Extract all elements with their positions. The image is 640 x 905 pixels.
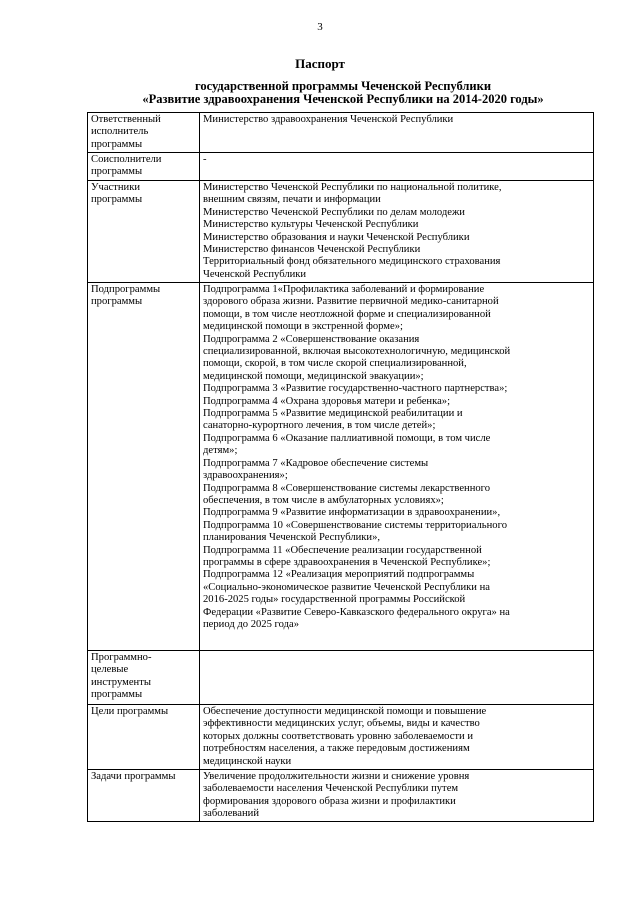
row-value-line: программы в сфере здравоохранения в Чеченской Республике»; <box>203 556 491 568</box>
row-label-line: целевые <box>91 664 129 676</box>
row-label-line: программы <box>91 194 143 206</box>
row-value-line: Подпрограмма 7 «Кадровое обеспечение системы <box>203 457 429 469</box>
row-label-line: Ответственный <box>91 114 161 125</box>
row-value-line: Подпрограмма 3 «Развитие государственно-частного партнерства»; <box>203 383 508 395</box>
row-value-cell <box>200 153 594 181</box>
passport-table-body <box>88 113 594 822</box>
row-value-line: Подпрограмма 4 «Охрана здоровья матери и ребенка»; <box>203 395 451 407</box>
row-value-line: Министерство образования и науки Чеченской Республики <box>203 231 470 243</box>
row-value-cell <box>200 181 594 283</box>
row-label-cell <box>88 705 200 770</box>
row-value-line: Обеспечение доступности медицинской помощи и повышение <box>203 706 487 717</box>
row-label-line: программы <box>91 689 143 701</box>
row-value-line: Подпрограмма 9 «Развитие информатизации в здравоохранении», <box>203 507 501 519</box>
table-row <box>88 181 594 283</box>
row-value-line: Подпрограмма 2 «Совершенствование оказания <box>203 333 420 345</box>
row-label-line: Участники <box>91 182 141 193</box>
row-value-line: 2016-2025 годы» государственной программы Российской <box>203 594 466 606</box>
row-value-line: обеспечения, в том числе в амбулаторных условиях»; <box>203 494 444 506</box>
row-value-line: медицинской помощи, медицинской эвакуации»; <box>203 370 424 382</box>
row-value-line: Чеченской Республики <box>203 268 307 280</box>
row-value-line: Министерство финансов Чеченской Республики <box>203 244 421 256</box>
row-value-line: помощи, в том числе неотложной форме и специализированной <box>203 308 491 320</box>
row-label-line: инструменты <box>91 676 151 688</box>
table-row <box>88 283 594 651</box>
row-label-line: Соисполнители <box>91 154 162 165</box>
row-value-line: Территориальный фонд обязательного медицинского страхования <box>203 256 501 268</box>
table-row <box>88 153 594 181</box>
row-label-line: Цели программы <box>91 706 169 717</box>
row-value-line: Подпрограмма 5 «Развитие медицинской реабилитации и <box>203 408 463 420</box>
table-row <box>88 113 594 153</box>
row-label-cell <box>88 113 200 153</box>
document-subtitle <box>88 80 598 105</box>
row-value-line: помощи, скорой, в том числе скорой специализированной, <box>203 358 467 370</box>
subtitle-line: государственной программы Чеченской Республики <box>194 79 492 93</box>
row-value-line: санаторно-курортного лечения, в том числе детей»; <box>203 420 436 432</box>
row-label-cell <box>88 651 200 705</box>
row-value-line: здравоохранения»; <box>203 470 288 482</box>
row-label-cell <box>88 153 200 181</box>
row-value-line: заболеваний <box>203 808 259 820</box>
row-value-line: Подпрограмма 12 «Реализация мероприятий подпрограммы <box>203 569 475 581</box>
row-value-line: Министерство Чеченской Республики по национальной политике, <box>203 182 502 193</box>
row-value-line: формирования здорового образа жизни и профилактики <box>203 795 456 807</box>
page-number: 3 <box>317 21 323 33</box>
table-row <box>88 705 594 770</box>
table-row <box>88 770 594 822</box>
row-value-line: Министерство культуры Чеченской Республики <box>203 219 419 231</box>
row-value-line: Подпрограмма 1«Профилактика заболеваний и формирование <box>203 284 485 295</box>
row-value-line: Подпрограмма 10 «Совершенствование системы территориального <box>203 519 507 531</box>
row-label-line: Программно- <box>91 652 152 663</box>
row-label-cell <box>88 181 200 283</box>
row-value-cell <box>200 113 594 153</box>
row-value-line: заболеваемости населения Чеченской Республики путем <box>203 783 459 795</box>
row-value-line: потребностям населения, а также передовым достижениям <box>203 743 470 755</box>
row-value-line: - <box>203 154 207 165</box>
row-value-cell <box>200 651 594 705</box>
row-value-line: Министерство Чеченской Республики по делам молодежи <box>203 206 465 218</box>
row-value-line: Подпрограмма 6 «Оказание паллиативной помощи, в том числе <box>203 432 491 444</box>
subtitle-line: «Развитие здравоохранения Чеченской Республики на 2014-2020 годы» <box>142 91 544 106</box>
row-value-line: внешним связям, печати и информации <box>203 194 381 206</box>
row-value-line: Увеличение продолжительности жизни и снижение уровня <box>203 771 470 782</box>
row-label-cell <box>88 770 200 822</box>
row-label-line: программы <box>91 296 143 308</box>
row-label-line: Подпрограммы <box>91 284 161 295</box>
row-label-line: исполнитель <box>91 126 149 138</box>
row-value-cell <box>200 705 594 770</box>
row-label-line: Задачи программы <box>91 771 176 782</box>
table-row <box>88 651 594 705</box>
row-value-line: Министерство здравоохранения Чеченской Республики <box>203 114 454 125</box>
row-value-line: «Социально-экономическое развитие Чеченской Республики на <box>203 581 490 593</box>
row-value-line: Подпрограмма 11 «Обеспечение реализации государственной <box>203 544 482 556</box>
row-value-cell <box>200 283 594 651</box>
row-label-cell <box>88 283 200 651</box>
row-label-line: программы <box>91 166 143 178</box>
row-label-line: программы <box>91 138 143 150</box>
row-value-line: детям»; <box>203 445 238 457</box>
row-value-line: планирования Чеченской Республики», <box>203 532 381 544</box>
row-value-line: здорового образа жизни. Развитие первичной медико-санитарной <box>203 296 499 308</box>
row-value-line: медицинской науки <box>203 755 292 767</box>
row-value-line: которых должны соответствовать уровню заболеваемости и <box>203 730 474 742</box>
document-title: Паспорт <box>295 56 345 71</box>
row-value-line: Федерации «Развитие Северо-Кавказского федерального округа» на <box>203 606 510 618</box>
row-value-line: период до 2025 года» <box>203 618 300 630</box>
row-value-line: специализированной, включая высокотехнологичную, медицинской <box>203 346 511 358</box>
row-value-line: эффективности медицинских услуг, объемы, виды и качество <box>203 718 480 730</box>
passport-table <box>87 112 594 822</box>
row-value-cell <box>200 770 594 822</box>
row-value-line: Подпрограмма 8 «Совершенствование системы лекарственного <box>203 482 491 494</box>
row-value-line: медицинской помощи в экстренной форме»; <box>203 321 403 333</box>
